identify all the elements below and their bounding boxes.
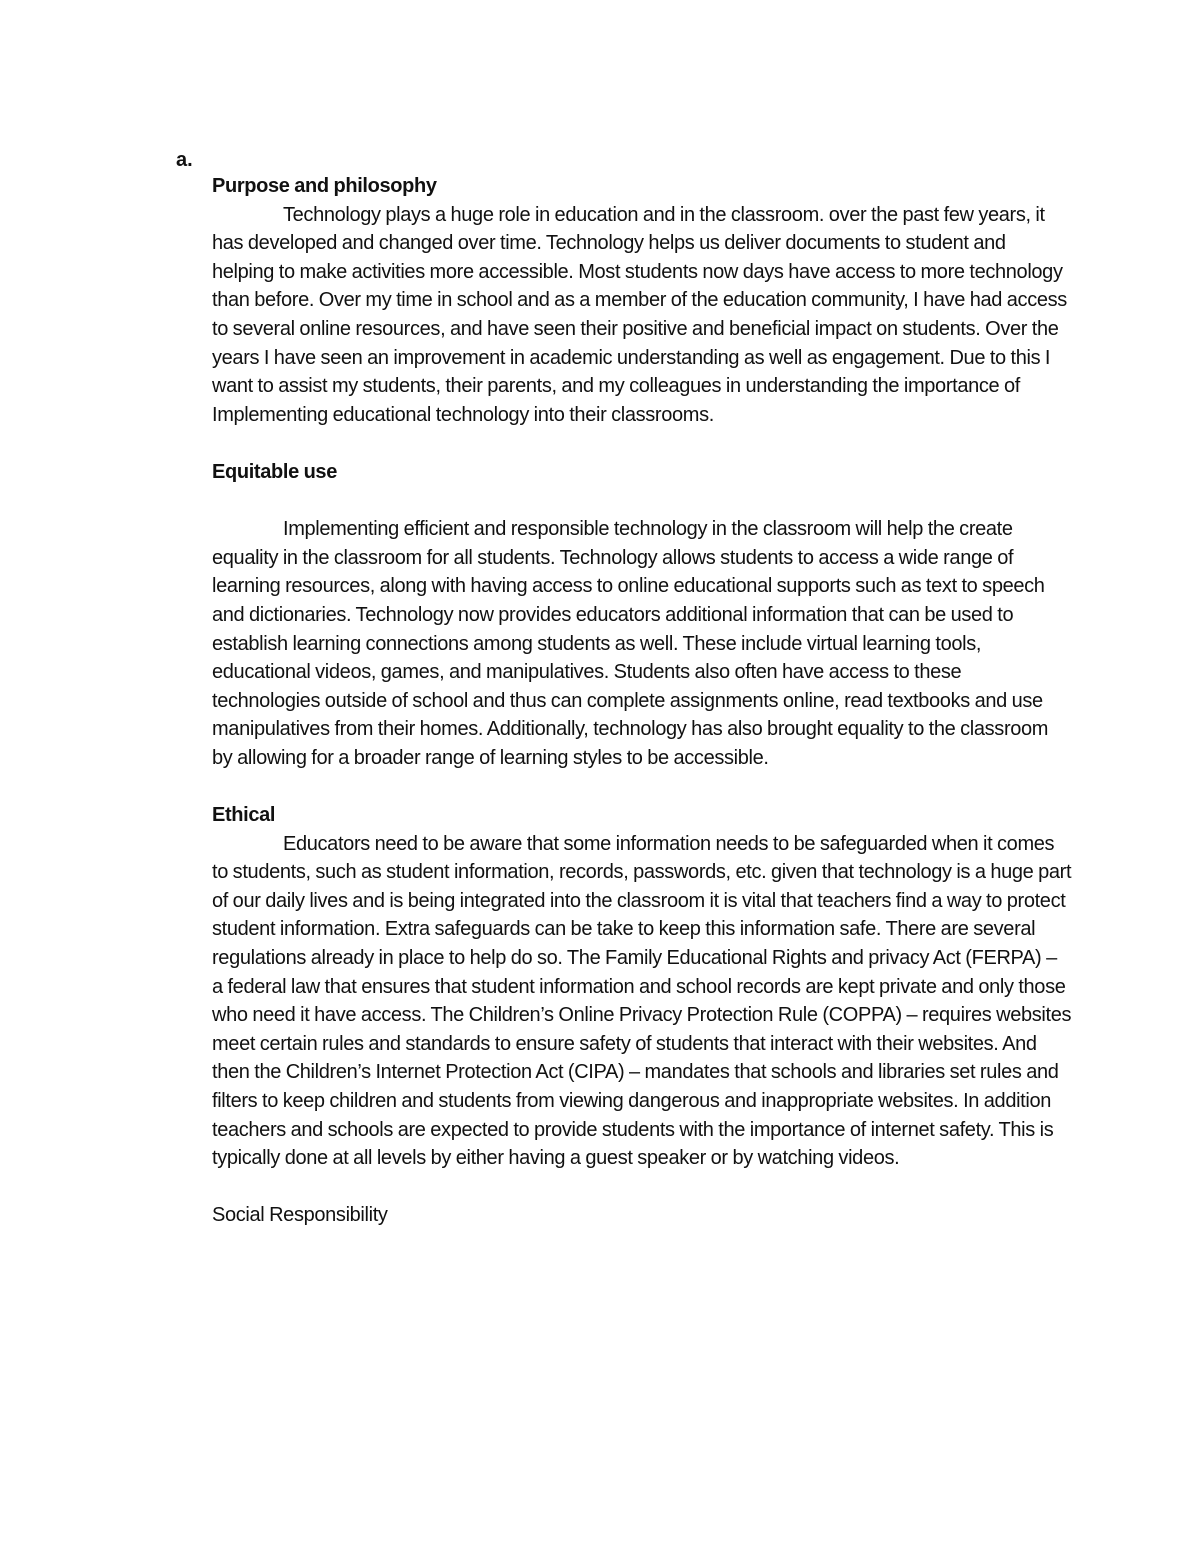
section-equitable-use [212, 458, 1072, 773]
item-label: a. [176, 149, 193, 171]
section-heading: Equitable use [212, 460, 337, 483]
section-social-responsibility [212, 1201, 1072, 1230]
section-heading: Ethical [212, 804, 276, 827]
paragraph-spacer [212, 772, 1072, 801]
section-heading: Purpose and philosophy [212, 175, 437, 197]
section-paragraph: Implementing efficient and responsible technology in the classroom will help the create equality in the classroom for all students. Technology allows students to access a wide range of learning resources, along with having access to online educational supports such as text to speech and dictionaries. Technology now provides educators additional information that can be used to establish learning connections among students as well. These include virtual learning tools, educational videos, games, and manipulatives. Students also often have access to these technologies outside of school and thus can complete assignments online, read textbooks and use manipulatives from their homes. Additionally, technology has also brought equality to the classroom by allowing for a broader range of learning styles to be accessible. [212, 518, 1049, 769]
section-ethical [212, 801, 1072, 1173]
section-paragraph: Educators need to be aware that some information needs to be safeguarded when it comes to students, such as student information, records, passwords, etc. given that technology is a huge part of our daily lives and is being integrated into the classroom it is vital that teachers find a way to protect student information. Extra safeguards can be take to keep this information safe. There are several regulations already in place to help do so. The Family Educational Rights and privacy Act (FERPA) – a federal law that ensures that student information and school records are kept private and only those who need it have access. The Children’s Online Privacy Protection Rule (COPPA) – requires websites meet certain rules and standards to ensure safety of students that interact with their websites. And then the Children’s Internet Protection Act (CIPA) – mandates that schools and libraries set rules and filters to keep children and students from viewing dangerous and inappropriate websites. In addition teachers and schools are expected to provide students with the importance of internet safety. This is typically done at all levels by either having a guest speaker or by watching videos. [212, 832, 1072, 1170]
section-paragraph: Technology plays a huge role in education and in the classroom. over the past few years, it has developed and changed over time. Technology helps us deliver documents to student and helping to make activities more accessible. Most students now days have access to more technology than before. Over my time in school and as a member of the education community, I have had access to several online resources, and have seen their positive and beneficial impact on students. Over the years I have seen an improvement in academic understanding as well as engagement. Due to this I want to assist my students, their parents, and my colleagues in understanding the importance of Implementing educational technology into their classrooms. [212, 203, 1067, 426]
section-heading: Social Responsibility [212, 1204, 388, 1227]
document-content [212, 172, 1072, 1230]
paragraph-spacer [212, 429, 1072, 458]
section-purpose-and-philosophy [212, 172, 1072, 429]
paragraph-spacer [212, 1173, 1072, 1202]
paragraph-spacer [212, 487, 1072, 516]
